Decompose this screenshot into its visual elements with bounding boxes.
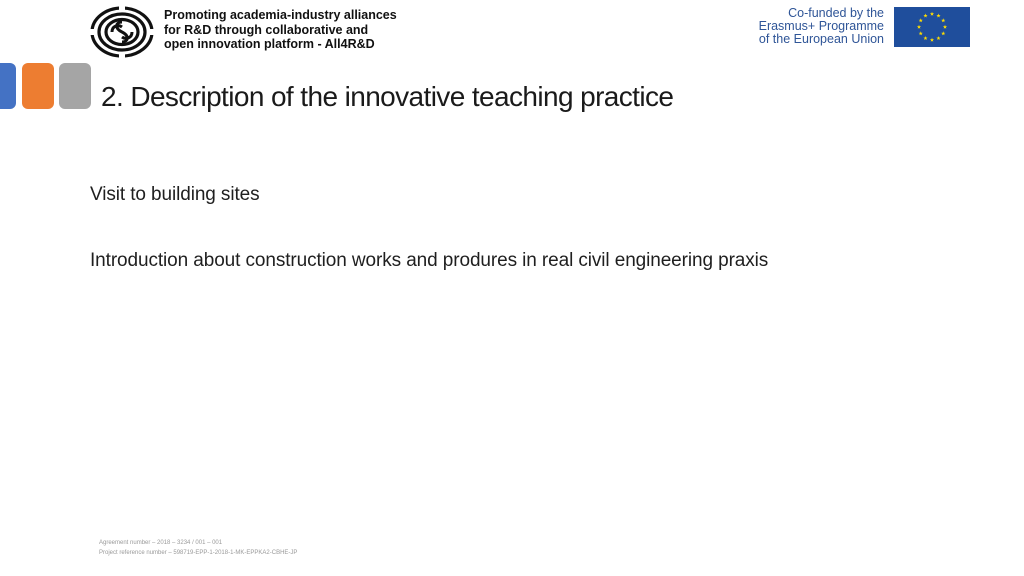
agreement-number: Agreement number – 2018 – 3234 / 001 – 001	[99, 540, 223, 546]
project-tagline-line-1: Promoting academia-industry alliances	[164, 8, 397, 22]
project-tagline-line-3: open innovation platform - All4R&D	[164, 37, 375, 51]
eu-cofunding-line-1: Co-funded by the	[788, 6, 884, 20]
eu-cofunding-text	[759, 7, 884, 46]
project-tagline	[164, 8, 464, 52]
project-reference-number: Project reference number – 598719-EPP-1-2018-1-MK-EPPKA2-CBHE-JP	[99, 550, 298, 556]
footer-agreement-info	[99, 538, 297, 558]
project-tagline-line-2: for R&D through collaborative and	[164, 22, 369, 37]
slide-title: 2. Description of the innovative teaching practice	[101, 81, 674, 112]
decor-tile-grey	[59, 63, 91, 109]
eu-cofunding-line-3: of the European Union	[758, 32, 884, 46]
eu-cofunding-line-2: Erasmus+ Programme	[758, 19, 884, 33]
decor-tile-blue	[0, 63, 16, 109]
content-line-2: Introduction about construction works and produres in real civil engineering praxis	[90, 250, 769, 271]
content-line-1: Visit to building sites	[90, 184, 260, 205]
eu-flag-icon	[894, 7, 970, 47]
concentric-maze-logo-icon	[90, 6, 154, 58]
decor-tile-orange	[22, 63, 54, 109]
